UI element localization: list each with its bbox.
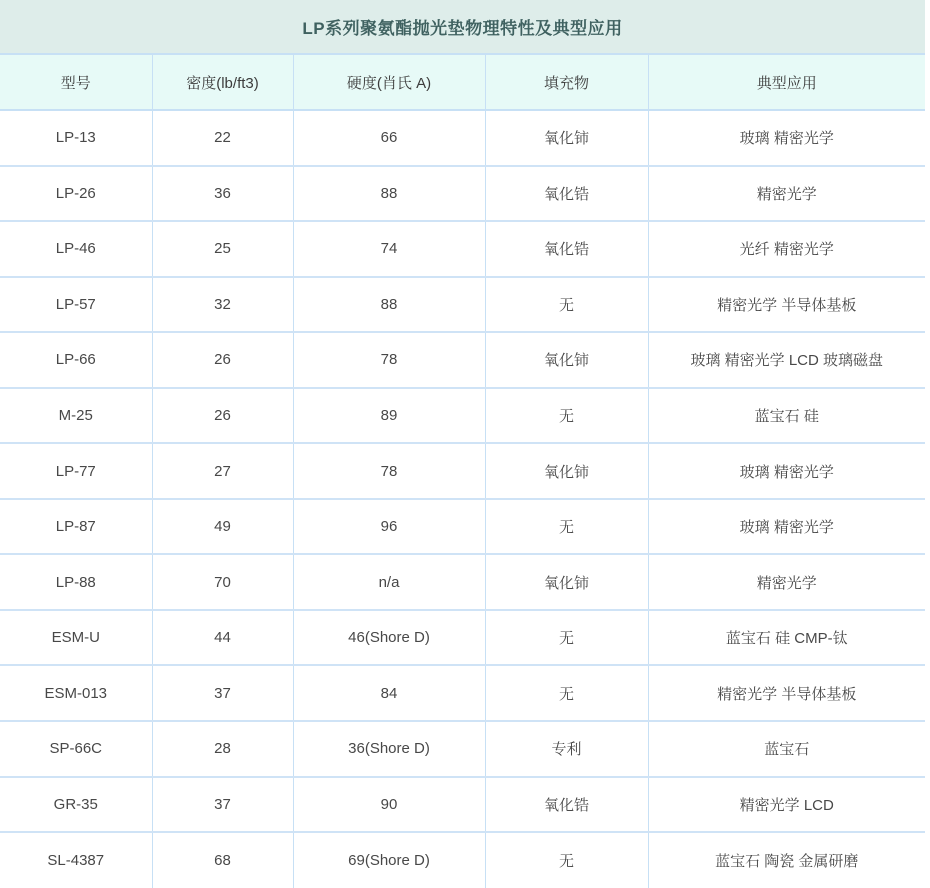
column-header-applications: 典型应用 [648,55,925,110]
cell-hardness: 96 [293,499,485,555]
table-row [0,388,925,444]
table-row [0,499,925,555]
table-row [0,721,925,777]
cell-filler: 无 [485,832,648,888]
table-row [0,221,925,277]
cell-applications: 蓝宝石 硅 CMP-钛 [648,610,925,666]
cell-model: ESM-013 [44,684,108,702]
cell-filler: 无 [485,665,648,721]
cell-hardness: 69(Shore D) [293,832,485,888]
cell-applications: 玻璃 精密光学 LCD 玻璃磁盘 [648,332,925,388]
cell-hardness: 78 [293,332,485,388]
cell-applications: 蓝宝石 陶瓷 金属研磨 [648,832,925,888]
cell-filler: 氧化锆 [485,166,648,222]
cell-density: 37 [152,665,293,721]
cell-filler: 氧化铈 [485,554,648,610]
cell-applications: 玻璃 精密光学 [648,443,925,499]
table-row [0,443,925,499]
cell-density: 25 [152,221,293,277]
cell-applications: 蓝宝石 硅 [648,388,925,444]
cell-model: ESM-U [51,629,100,647]
cell-model: GR-35 [53,795,98,813]
cell-model: LP-77 [55,462,96,480]
cell-model: SP-66C [49,740,103,758]
cell-hardness: 78 [293,443,485,499]
cell-model: SL-4387 [47,851,105,869]
cell-hardness: 74 [293,221,485,277]
cell-density: 28 [152,721,293,777]
table-row [0,665,925,721]
table-row [0,332,925,388]
cell-filler: 无 [485,499,648,555]
cell-model: LP-26 [55,184,96,202]
cell-model: LP-66 [55,351,96,369]
cell-filler: 无 [485,277,648,333]
cell-filler: 氧化锆 [485,221,648,277]
cell-density: 36 [152,166,293,222]
cell-model: LP-87 [55,518,96,536]
table-row [0,832,925,888]
table-title: LP系列聚氨酯抛光垫物理特性及典型应用 [302,19,623,38]
column-header-model: 型号 [60,74,91,92]
cell-applications: 精密光学 [648,166,925,222]
cell-density: 37 [152,777,293,833]
cell-filler: 专利 [485,721,648,777]
cell-hardness: n/a [293,554,485,610]
spec-table-body [0,110,925,888]
cell-applications: 精密光学 LCD [648,777,925,833]
cell-model: LP-46 [55,240,96,258]
cell-model: LP-57 [55,295,96,313]
column-header-density: 密度(lb/ft3) [152,55,293,110]
cell-density: 26 [152,332,293,388]
cell-model: LP-88 [55,573,96,591]
cell-model: M-25 [58,407,93,424]
table-row [0,166,925,222]
cell-applications: 玻璃 精密光学 [648,110,925,166]
cell-density: 68 [152,832,293,888]
cell-hardness: 66 [293,110,485,166]
cell-density: 70 [152,554,293,610]
cell-hardness: 36(Shore D) [293,721,485,777]
cell-density: 32 [152,277,293,333]
cell-applications: 精密光学 半导体基板 [648,277,925,333]
spec-table [0,55,925,888]
cell-filler: 无 [485,610,648,666]
cell-density: 49 [152,499,293,555]
cell-applications: 精密光学 半导体基板 [648,665,925,721]
cell-density: 26 [152,388,293,444]
cell-filler: 氧化铈 [485,110,648,166]
column-header-hardness: 硬度(肖氏 A) [293,55,485,110]
cell-filler: 氧化铈 [485,443,648,499]
table-row [0,554,925,610]
column-header-filler: 填充物 [485,55,648,110]
cell-hardness: 90 [293,777,485,833]
cell-applications: 精密光学 [648,554,925,610]
cell-hardness: 89 [293,388,485,444]
cell-hardness: 84 [293,665,485,721]
table-row [0,277,925,333]
cell-applications: 玻璃 精密光学 [648,499,925,555]
cell-density: 44 [152,610,293,666]
cell-filler: 氧化铈 [485,332,648,388]
table-title-bar [0,0,925,55]
cell-hardness: 46(Shore D) [293,610,485,666]
cell-hardness: 88 [293,277,485,333]
cell-applications: 光纤 精密光学 [648,221,925,277]
table-row [0,610,925,666]
cell-density: 27 [152,443,293,499]
cell-filler: 无 [485,388,648,444]
cell-filler: 氧化锆 [485,777,648,833]
cell-hardness: 88 [293,166,485,222]
cell-density: 22 [152,110,293,166]
header-row [0,55,925,110]
table-row [0,110,925,166]
cell-model: LP-13 [55,129,96,147]
cell-applications: 蓝宝石 [648,721,925,777]
table-row [0,777,925,833]
